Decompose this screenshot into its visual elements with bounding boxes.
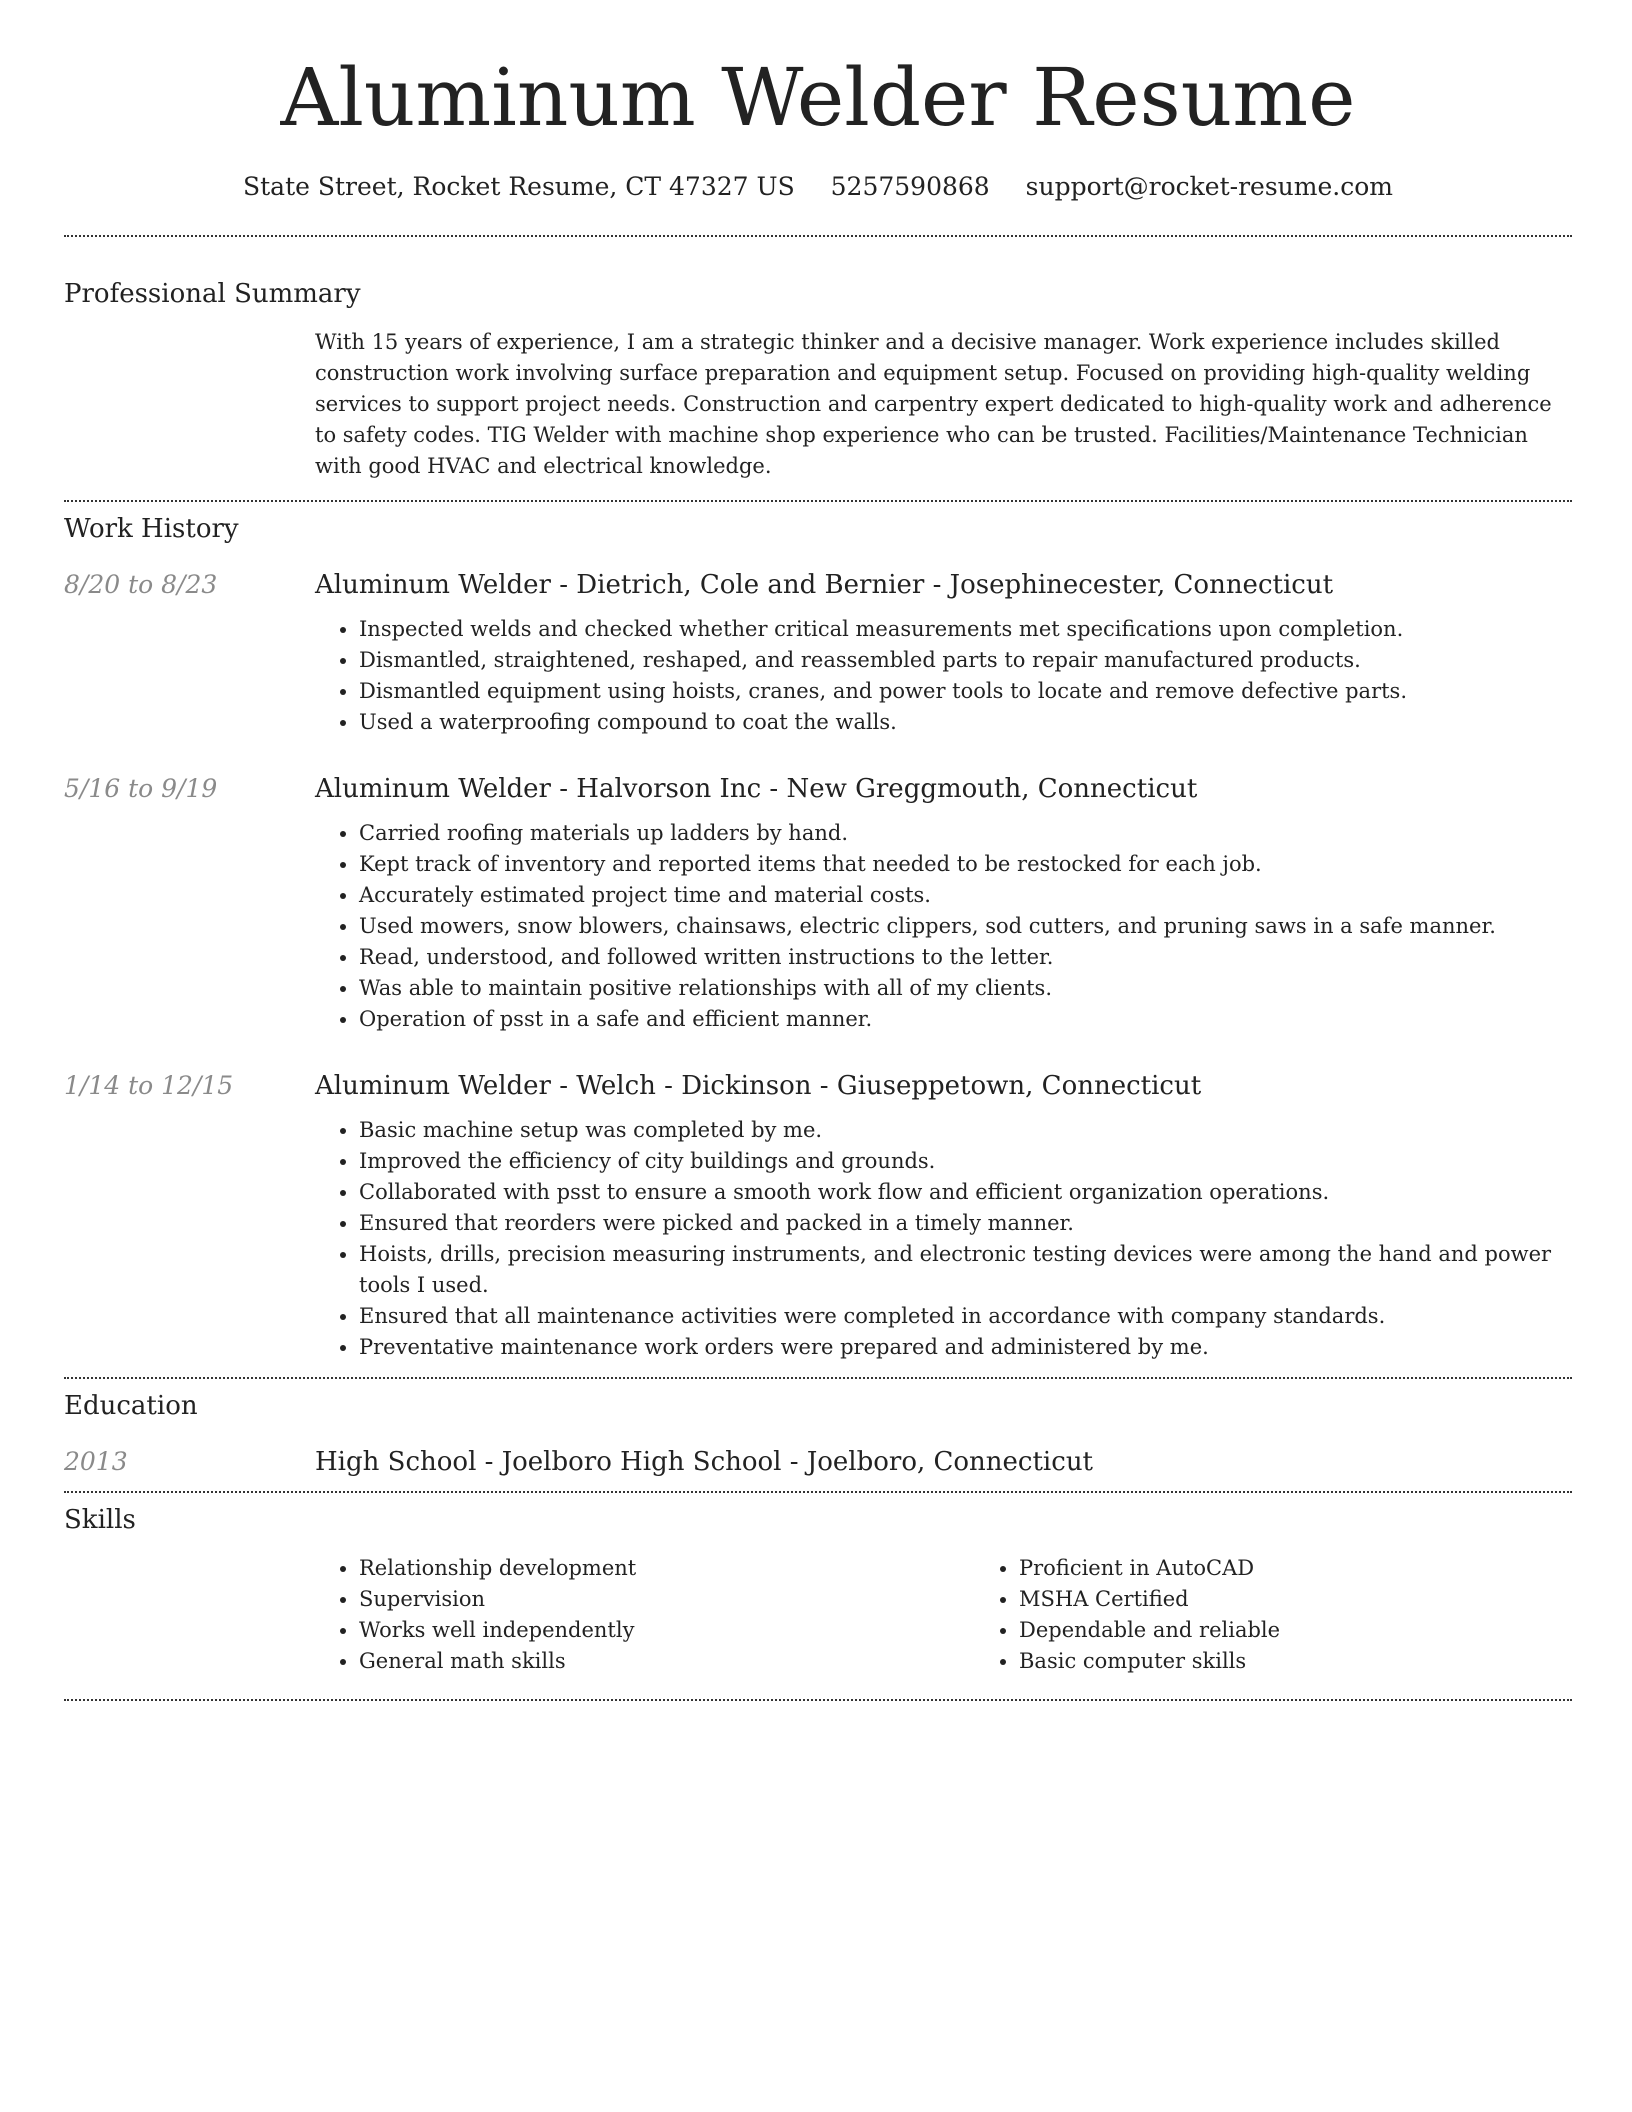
list-item: • Read, understood, and followed written instructions to the letter. bbox=[359, 942, 1572, 973]
job-bullets bbox=[315, 818, 1572, 1035]
job-dates: 5/16 to 9/19 bbox=[64, 774, 218, 803]
skills-row bbox=[64, 1553, 1572, 1677]
address: State Street, Rocket Resume, CT 47327 US bbox=[243, 172, 795, 201]
summary-text: With 15 years of experience, I am a strategic thinker and a decisive manager. Work experience includes skilled construction work involving surface preparation and equipment setup. Focused on providing high-quality welding services to support project needs. Construction and carpentry expert dedicated to high-quality work and adherence to safety codes. TIG Welder with machine shop experience who can be trusted. Facilities/Maintenance Technician with good HVAC and electrical knowledge. bbox=[315, 330, 1552, 478]
divider bbox=[64, 235, 1572, 237]
list-item: • Kept track of inventory and reported items that needed to be restocked for each job. bbox=[359, 849, 1572, 880]
divider bbox=[64, 1699, 1572, 1701]
summary-spacer bbox=[64, 327, 315, 482]
job-entry bbox=[64, 774, 1572, 1035]
skill-item: • Dependable and reliable bbox=[1019, 1615, 1632, 1646]
list-item: • Carried roofing materials up ladders by hand. bbox=[359, 818, 1572, 849]
section-title-summary: Professional Summary bbox=[64, 279, 361, 309]
education-year: 2013 bbox=[64, 1447, 128, 1476]
list-item: • Accurately estimated project time and material costs. bbox=[359, 880, 1572, 911]
skills-columns bbox=[315, 1553, 1632, 1677]
job-entry bbox=[64, 1071, 1572, 1363]
skill-item: • Works well independently bbox=[359, 1615, 975, 1646]
resume-page bbox=[64, 0, 1572, 1701]
skill-item: • Basic computer skills bbox=[1019, 1646, 1632, 1677]
divider bbox=[64, 1377, 1572, 1379]
list-item: • Improved the efficiency of city buildings and grounds. bbox=[359, 1146, 1572, 1177]
section-title-skills: Skills bbox=[64, 1505, 136, 1535]
section-title-work: Work History bbox=[64, 514, 239, 544]
list-item: • Was able to maintain positive relationships with all of my clients. bbox=[359, 973, 1572, 1004]
list-item: • Inspected welds and checked whether critical measurements met specifications upon completion. bbox=[359, 614, 1572, 645]
job-bullets bbox=[315, 614, 1572, 738]
section-title-education: Education bbox=[64, 1391, 198, 1421]
list-item: • Collaborated with psst to ensure a smooth work flow and efficient organization operations. bbox=[359, 1177, 1572, 1208]
skills-list-2 bbox=[975, 1553, 1632, 1677]
job-dates: 1/14 to 12/15 bbox=[64, 1071, 234, 1100]
skills-list-1 bbox=[315, 1553, 975, 1677]
job-bullets bbox=[315, 1115, 1572, 1363]
divider bbox=[64, 500, 1572, 502]
summary-row bbox=[64, 327, 1572, 482]
list-item: • Used a waterproofing compound to coat the walls. bbox=[359, 707, 1572, 738]
skill-item: • General math skills bbox=[359, 1646, 975, 1677]
skills-spacer bbox=[64, 1553, 315, 1677]
email: support@rocket-resume.com bbox=[1025, 172, 1393, 201]
skill-item: • Relationship development bbox=[359, 1553, 975, 1584]
contact-line bbox=[64, 172, 1572, 201]
list-item: • Basic machine setup was completed by me. bbox=[359, 1115, 1572, 1146]
job-title: Aluminum Welder - Dietrich, Cole and Bernier - Josephinecester, Connecticut bbox=[315, 570, 1334, 600]
skill-item: • Proficient in AutoCAD bbox=[1019, 1553, 1632, 1584]
list-item: • Ensured that all maintenance activities were completed in accordance with company standards. bbox=[359, 1301, 1572, 1332]
list-item: • Hoists, drills, precision measuring instruments, and electronic testing devices were among the hand and power tools I used. bbox=[359, 1239, 1572, 1301]
list-item: • Operation of psst in a safe and efficient manner. bbox=[359, 1004, 1572, 1035]
list-item: • Preventative maintenance work orders were prepared and administered by me. bbox=[359, 1332, 1572, 1363]
list-item: • Dismantled equipment using hoists, cranes, and power tools to locate and remove defective parts. bbox=[359, 676, 1572, 707]
list-item: • Used mowers, snow blowers, chainsaws, electric clippers, sod cutters, and pruning saws in a safe manner. bbox=[359, 911, 1572, 942]
skill-item: • MSHA Certified bbox=[1019, 1584, 1632, 1615]
education-title: High School - Joelboro High School - Joelboro, Connecticut bbox=[315, 1447, 1094, 1477]
divider bbox=[64, 1491, 1572, 1493]
list-item: • Ensured that reorders were picked and packed in a timely manner. bbox=[359, 1208, 1572, 1239]
job-dates: 8/20 to 8/23 bbox=[64, 570, 218, 599]
job-entry bbox=[64, 570, 1572, 738]
job-title: Aluminum Welder - Halvorson Inc - New Greggmouth, Connecticut bbox=[315, 774, 1198, 804]
resume-title: Aluminum Welder Resume bbox=[280, 51, 1356, 144]
skill-item: • Supervision bbox=[359, 1584, 975, 1615]
phone: 5257590868 bbox=[830, 172, 990, 201]
list-item: • Dismantled, straightened, reshaped, and reassembled parts to repair manufactured products. bbox=[359, 645, 1572, 676]
education-entry bbox=[64, 1447, 1572, 1477]
job-title: Aluminum Welder - Welch - Dickinson - Giuseppetown, Connecticut bbox=[315, 1071, 1202, 1101]
